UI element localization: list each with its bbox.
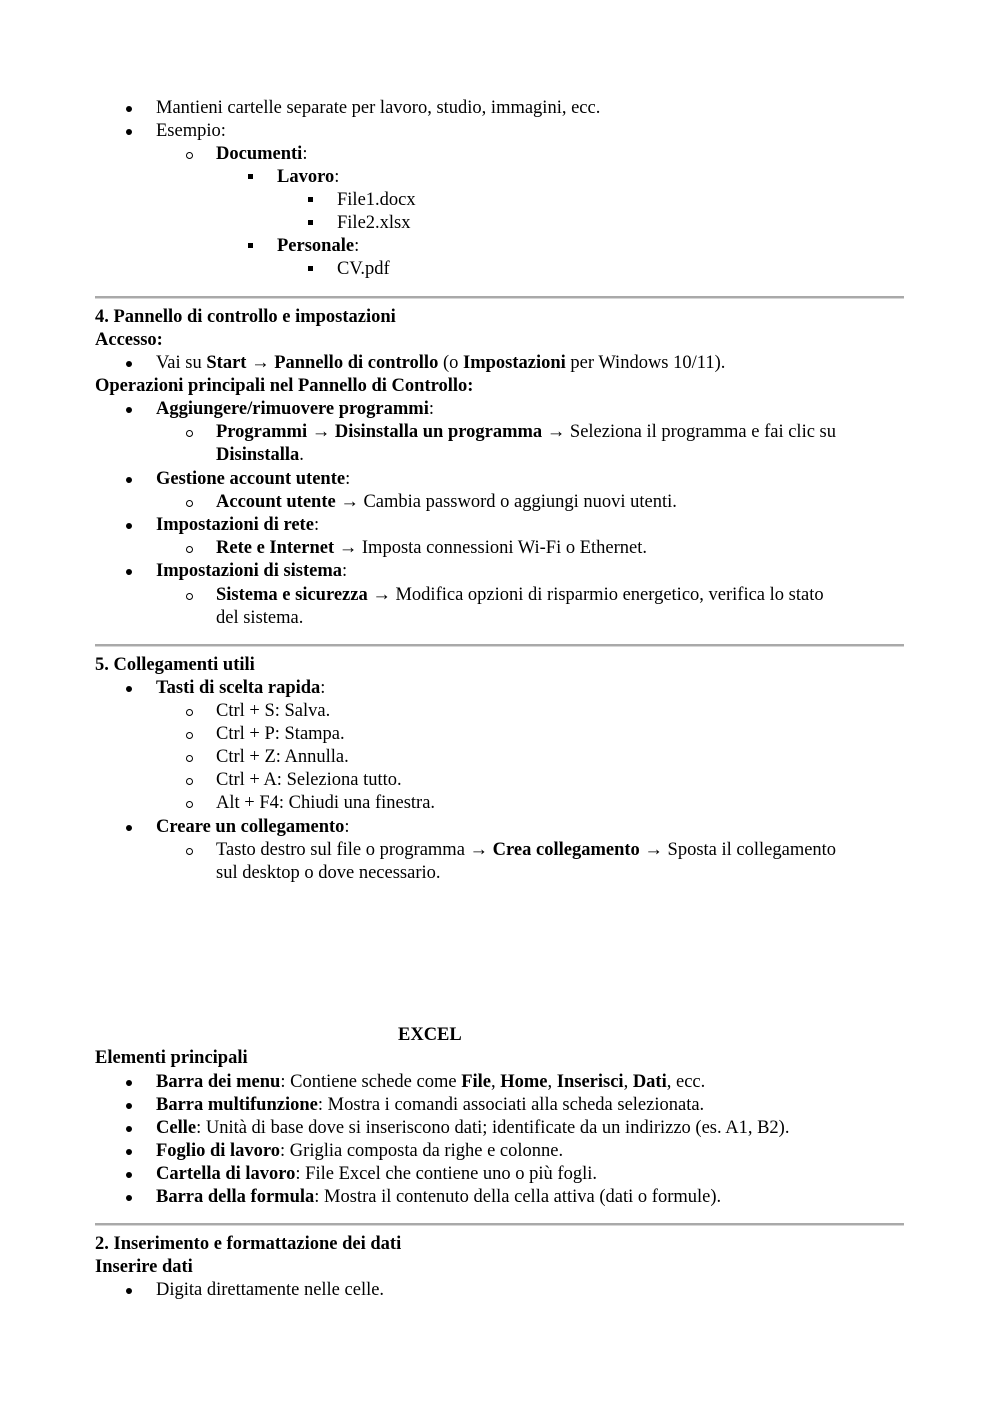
- subheading: Operazioni principali nel Pannello di Controllo:: [95, 376, 474, 396]
- list-item: Gestione account utente:: [156, 469, 351, 489]
- bullet-square: [248, 174, 253, 179]
- list-item: CV.pdf: [337, 259, 390, 279]
- shortcut-item: Ctrl + Z: Annulla.: [216, 747, 349, 767]
- bullet-circle: [186, 500, 193, 507]
- list-item: Celle: Unità di base dove si inseriscono dati; identificate da un indirizzo (es. A1, B2).: [156, 1118, 790, 1138]
- subheading: Accesso:: [95, 330, 163, 350]
- bullet-circle: [186, 593, 193, 600]
- list-item: Esempio:: [156, 121, 226, 141]
- list-item: Account utente → Cambia password o aggiungi nuovi utenti.: [216, 492, 677, 512]
- list-item: Creare un collegamento:: [156, 817, 350, 837]
- bullet-disc: [126, 106, 132, 112]
- section-heading: 4. Pannello di controllo e impostazioni: [95, 307, 396, 327]
- bullet-square: [308, 197, 313, 202]
- divider: [95, 296, 904, 299]
- bullet-circle: [186, 709, 193, 716]
- list-item: Lavoro:: [277, 167, 340, 187]
- bullet-square: [308, 266, 313, 271]
- subheading: Inserire dati: [95, 1257, 193, 1277]
- bullet-disc: [126, 477, 132, 483]
- bullet-disc: [126, 407, 132, 413]
- list-item-continuation: Disinstalla.: [216, 445, 304, 465]
- bullet-disc: [126, 1172, 132, 1178]
- bullet-disc: [126, 129, 132, 135]
- bullet-disc: [126, 361, 132, 367]
- shortcut-item: Ctrl + P: Stampa.: [216, 724, 345, 744]
- list-item: Barra multifunzione: Mostra i comandi associati alla scheda selezionata.: [156, 1095, 705, 1115]
- shortcut-item: Ctrl + A: Seleziona tutto.: [216, 770, 402, 790]
- list-item: Programmi → Disinstalla un programma → Seleziona il programma e fai clic su: [216, 422, 836, 442]
- bullet-circle: [186, 546, 193, 553]
- section-heading: 2. Inserimento e formattazione dei dati: [95, 1234, 402, 1254]
- bullet-circle: [186, 755, 193, 762]
- list-item: Mantieni cartelle separate per lavoro, studio, immagini, ecc.: [156, 98, 601, 118]
- list-item: Vai su Start → Pannello di controllo (o Impostazioni per Windows 10/11).: [156, 353, 726, 373]
- list-item: Barra della formula: Mostra il contenuto della cella attiva (dati o formule).: [156, 1187, 722, 1207]
- list-item: Aggiungere/rimuovere programmi:: [156, 399, 434, 419]
- list-item: Impostazioni di rete:: [156, 515, 320, 535]
- list-item: Foglio di lavoro: Griglia composta da righe e colonne.: [156, 1141, 564, 1161]
- list-item: Documenti:: [216, 144, 308, 164]
- page-title: EXCEL: [398, 1025, 462, 1045]
- bullet-circle: [186, 778, 193, 785]
- shortcut-item: Alt + F4: Chiudi una finestra.: [216, 793, 436, 813]
- divider: [95, 644, 904, 647]
- bullet-disc: [126, 1195, 132, 1201]
- shortcut-item: Ctrl + S: Salva.: [216, 701, 331, 721]
- bullet-disc: [126, 569, 132, 575]
- list-item: Sistema e sicurezza → Modifica opzioni di risparmio energetico, verifica lo stato: [216, 585, 824, 605]
- bullet-disc: [126, 1103, 132, 1109]
- list-item: Digita direttamente nelle celle.: [156, 1280, 385, 1300]
- bullet-circle: [186, 152, 193, 159]
- list-item: File2.xlsx: [337, 213, 411, 233]
- section-heading: 5. Collegamenti utili: [95, 655, 255, 675]
- bullet-disc: [126, 523, 132, 529]
- bullet-square: [248, 243, 253, 248]
- bullet-disc: [126, 1288, 132, 1294]
- list-item: Barra dei menu: Contiene schede come File, Home, Inserisci, Dati, ecc.: [156, 1072, 706, 1092]
- bullet-disc: [126, 1126, 132, 1132]
- bullet-disc: [126, 1149, 132, 1155]
- list-item: Rete e Internet → Imposta connessioni Wi-Fi o Ethernet.: [216, 538, 647, 558]
- list-item: Personale:: [277, 236, 360, 256]
- list-item: Tasto destro sul file o programma → Crea collegamento → Sposta il collegamento: [216, 840, 837, 860]
- bullet-disc: [126, 825, 132, 831]
- list-item: Impostazioni di sistema:: [156, 561, 348, 581]
- list-item: Cartella di lavoro: File Excel che contiene uno o più fogli.: [156, 1164, 597, 1184]
- bullet-circle: [186, 732, 193, 739]
- bullet-disc: [126, 686, 132, 692]
- bullet-square: [308, 220, 313, 225]
- bullet-disc: [126, 1080, 132, 1086]
- list-item: Tasti di scelta rapida:: [156, 678, 326, 698]
- bullet-circle: [186, 848, 193, 855]
- list-item-continuation: sul desktop o dove necessario.: [216, 863, 441, 883]
- subheading: Elementi principali: [95, 1048, 248, 1068]
- divider: [95, 1223, 904, 1226]
- list-item-continuation: del sistema.: [216, 608, 304, 628]
- list-item: File1.docx: [337, 190, 416, 210]
- bullet-circle: [186, 801, 193, 808]
- bullet-circle: [186, 430, 193, 437]
